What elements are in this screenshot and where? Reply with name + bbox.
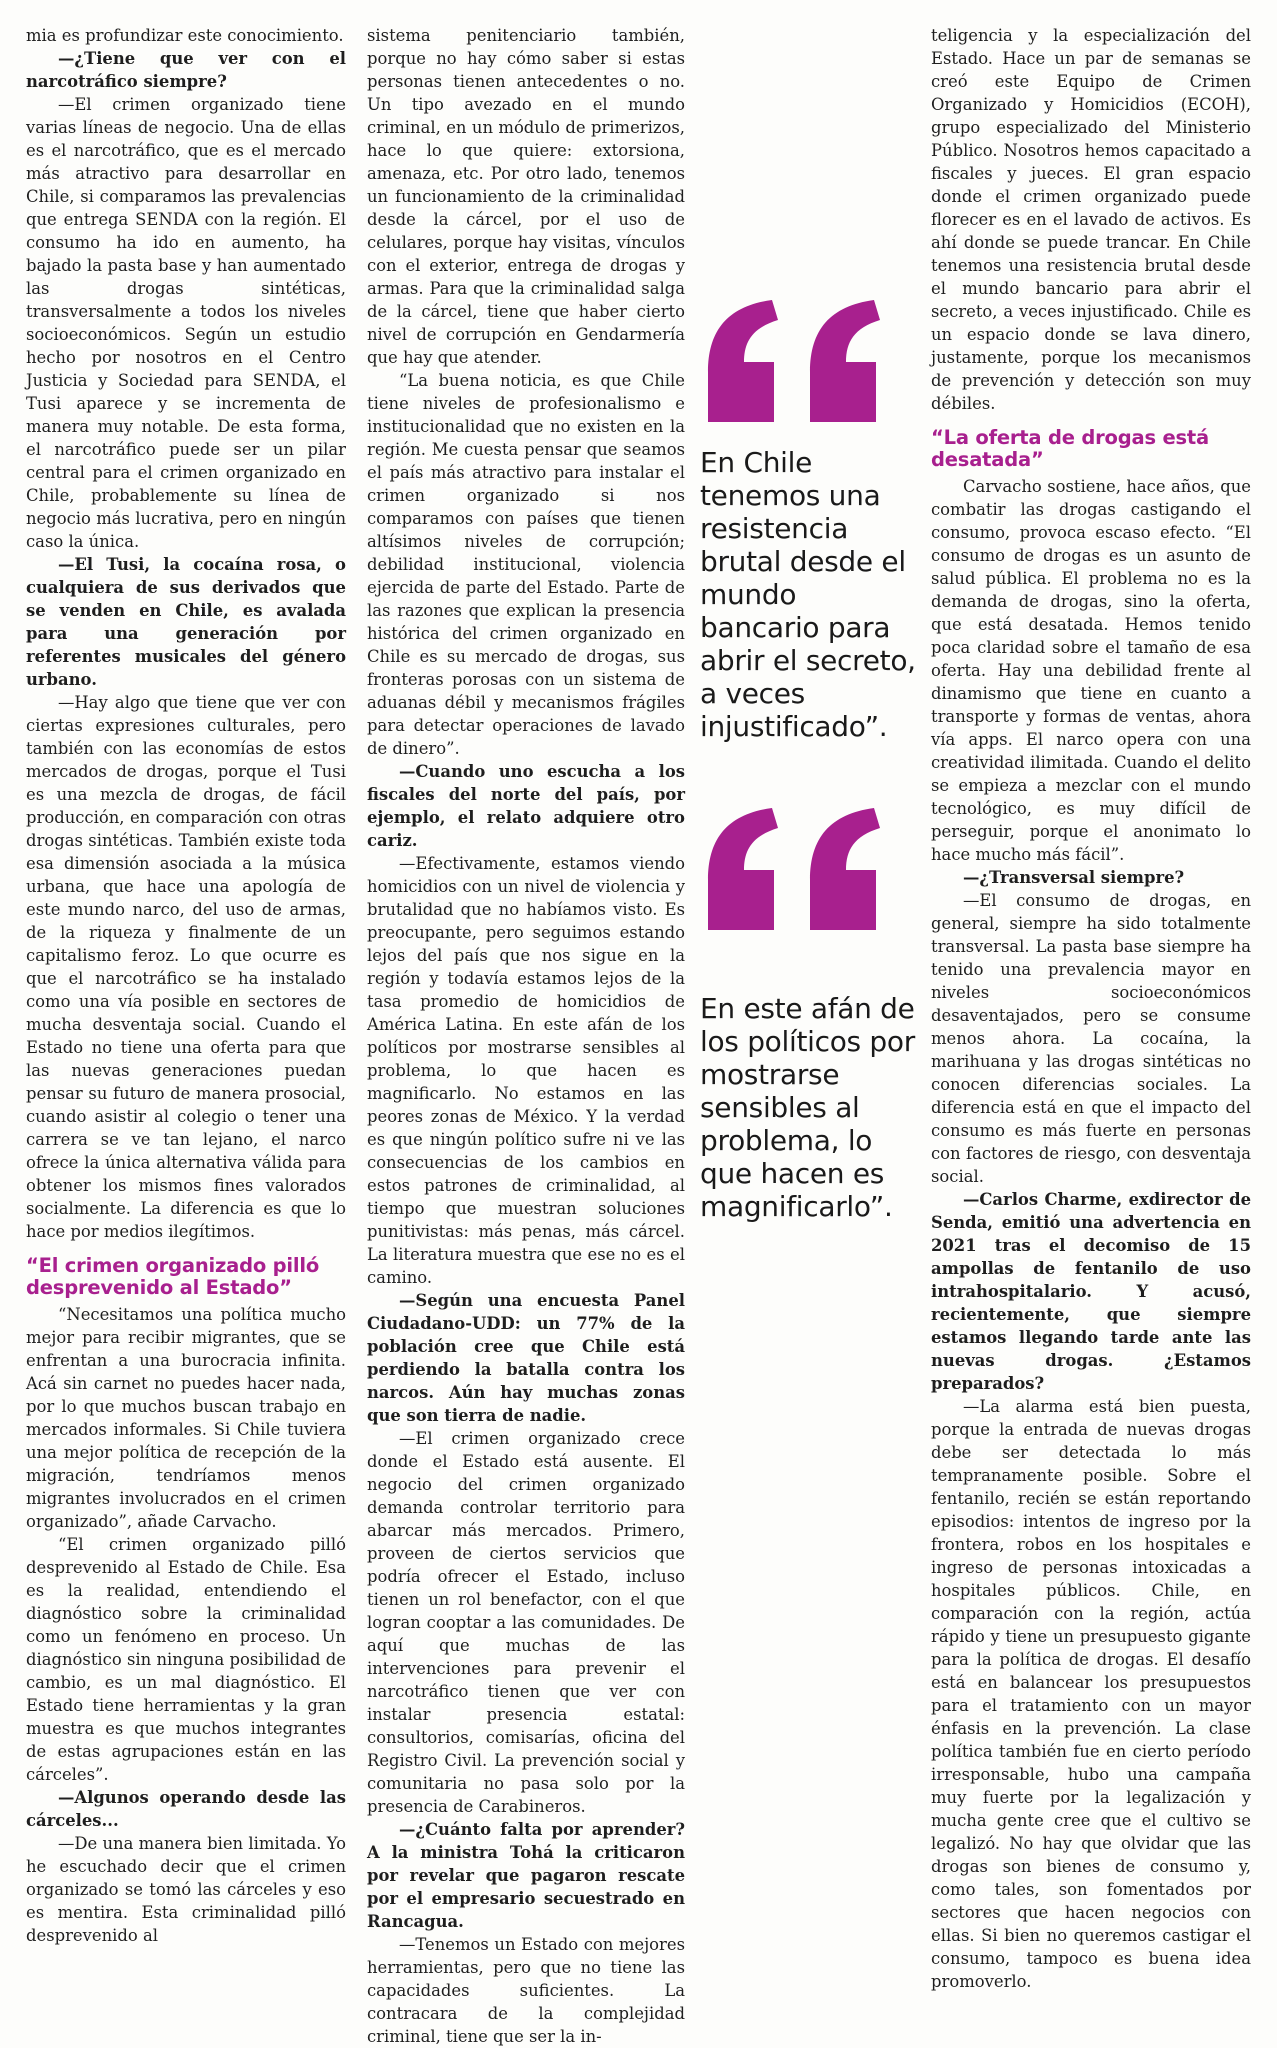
pullquote-2: En este afán de los políticos por mostrarse sensibles al problema, lo que hacen es magnificarlo”. [700, 992, 915, 1223]
article-column-4 [931, 24, 1251, 1993]
paragraph-continuation: mia es profundizar este conocimiento. [26, 26, 344, 45]
article-column-1 [26, 24, 346, 1947]
interview-question: —Cuando uno escucha a los fiscales del norte del país, por ejemplo, el relato adquiere otro cariz. [367, 762, 685, 850]
paragraph: —La alarma está bien puesta, porque la entrada de nuevas drogas debe ser detectada lo más tempranamente posible. Sobre el fentanilo, recién se están reportando episodios: intentos de ingreso por la frontera, robos en los hospitales e ingreso de personas intoxicadas a hospitales públicos. Chile, en comparación con la región, actúa rápido y tiene un presupuesto gigante para la política de drogas. El desafío está en balancear los presupuestos para el tratamiento con un mayor énfasis en la prevención. La clase política también fue en cierto período irresponsable, hubo una campaña muy fuerte por la legalización y mucha gente cree que el cultivo se legalizó. No hay que olvidar que las drogas son bienes de consumo y, como tales, son fomentados por sectores que hacen negocios con ellas. Si bien no queremos castigar el consumo, tampoco es buena idea promoverlo. [931, 1397, 1251, 1991]
interview-question: —Algunos operando desde las cárceles... [26, 1788, 346, 1830]
article-column-2 [367, 24, 685, 2048]
paragraph: —Tenemos un Estado con mejores herramientas, pero que no tiene las capacidades suficientes. La contracara de la complejidad criminal, tiene que ser la in- [367, 1935, 685, 2046]
paragraph: —El consumo de drogas, en general, siempre ha sido totalmente transversal. La pasta base siempre ha tenido una prevalencia mayor en niveles socioeconómicos desaventajados, pero se consume menos ahora. La cocaína, la marihuana y las drogas sintéticas no conocen diferencias sociales. La diferencia está en que el impacto del consumo es más fuerte en personas con factores de riesgo, con desventaja social. [931, 891, 1251, 1186]
paragraph-continuation: sistema penitenciario también, porque no hay cómo saber si estas personas tienen antecedentes o no. Un tipo avezado en el mundo criminal, en un módulo de primerizos, hace lo que quiere: extorsiona, amenaza, etc. Por otro lado, tenemos un funcionamiento de la criminalidad desde la cárcel, por el uso de celulares, porque hay visitas, vínculos con el exterior, entrega de drogas y armas. Para que la criminalidad salga de la cárcel, tiene que haber cierto nivel de corrupción en Gendarmería que hay que atender. [367, 26, 685, 367]
interview-question: —¿Cuánto falta por aprender? A la ministra Tohá la criticaron por revelar que pagaron rescate por el empresario secuestrado en Rancagua. [367, 1820, 685, 1931]
interview-question: —Carlos Charme, exdirector de Senda, emitió una advertencia en 2021 tras el decomiso de 15 ampollas de fentanilo de uso intrahospitalario. Y acusó, recientemente, que siempre estamos llegando tarde ante las nuevas drogas. ¿Estamos preparados? [931, 1190, 1251, 1393]
paragraph-continuation: teligencia y la especialización del Estado. Hace un par de semanas se creó este Equipo de Crimen Organizado y Homicidios (ECOH), grupo especializado del Ministerio Público. Nosotros hemos capacitado a fiscales y jueces. El gran espacio donde el crimen organizado puede florecer es en el lavado de activos. Es ahí donde se puede trancar. En Chile tenemos una resistencia brutal desde el mundo bancario para abrir el secreto, a veces injustificado. Chile es un espacio donde se lava dinero, justamente, porque los mecanismos de prevención y detección son muy débiles. [931, 26, 1251, 413]
paragraph: —De una manera bien limitada. Yo he escuchado decir que el crimen organizado se tomó las cárceles y eso es mentira. Esta criminalidad pilló desprevenido al [26, 1834, 346, 1945]
paragraph: —El crimen organizado tiene varias líneas de negocio. Una de ellas es el narcotráfico, que es el mercado más atractivo para desarrollar en Chile, si comparamos las prevalencias que entrega SENDA con la región. El consumo ha ido en aumento, ha bajado la pasta base y han aumentado las drogas sintéticas, transversalmente a todos los niveles socioeconómicos. Según un estudio hecho por nosotros en el Centro Justicia y Sociedad para SENDA, el Tusi aparece y se incrementa de manera muy notable. De esta forma, el narcotráfico puede ser un pilar central para el crimen organizado en Chile, probablemente su línea de negocio más lucrativa, pero en ningún caso la única. [26, 95, 346, 551]
interview-question: —Según una encuesta Panel Ciudadano-UDD: un 77% de la población cree que Chile está perdiendo la batalla contra los narcos. Aún hay muchas zonas que son tierra de nadie. [367, 1291, 685, 1425]
paragraph: —Hay algo que tiene que ver con ciertas expresiones culturales, pero también con las economías de estos mercados de drogas, porque el Tusi es una mezcla de drogas, de fácil producción, en comparación con otras drogas sintéticas. También existe toda esa dimensión asociada a la música urbana, que hace una apología de este mundo narco, del uso de armas, de la riqueza y finalmente de un capitalismo feroz. Lo que ocurre es que el narcotráfico se ha instalado como una vía posible en sectores de mucha desventaja social. Cuando el Estado no tiene una oferta para que las nuevas generaciones puedan pensar su futuro de manera prosocial, cuando asistir al colegio o tener una carrera se ve tan lejano, el narco ofrece la única alternativa válida para obtener los mismos fines valorados socialmente. La diferencia es que lo hace por medios ilegítimos. [26, 693, 346, 1241]
pullquote-column [700, 0, 920, 1626]
paragraph: —El crimen organizado crece donde el Estado está ausente. El negocio del crimen organizado demanda controlar territorio para abarcar más mercados. Primero, proveen de ciertos servicios que podría ofrecer el Estado, incluso tienen un rol benefactor, con el que logran cooptar a las comunidades. De aquí que muchas de las intervenciones para prevenir el narcotráfico tienen que ver con instalar presencia estatal: consultorios, comisarías, oficina del Registro Civil. La prevención social y comunitaria no pasa solo por la presencia de Carabineros. [367, 1429, 685, 1816]
section-heading: “El crimen organizado pilló desprevenido al Estado” [26, 1254, 320, 1299]
quote-mark-icon [700, 808, 910, 938]
interview-question: —¿Tiene que ver con el narcotráfico siempre? [26, 49, 346, 91]
section-heading: “La oferta de drogas está desatada” [931, 426, 1209, 471]
quote-mark-icon [700, 300, 910, 430]
paragraph: “La buena noticia, es que Chile tiene niveles de profesionalismo e institucionalidad que no existen en la región. Me cuesta pensar que seamos el país más atractivo para instalar el crimen organizado si nos comparamos con países que tienen altísimos niveles de corrupción; debilidad institucional, violencia ejercida de parte del Estado. Parte de las razones que explican la presencia histórica del crimen organizado en Chile es su mercado de drogas, sus fronteras porosas con un sistema de aduanas débil y mecanismos frágiles para detectar operaciones de lavado de dinero”. [367, 371, 685, 758]
pullquote-1: En Chile tenemos una resistencia brutal desde el mundo bancario para abrir el secreto, a veces injustificado”. [700, 446, 916, 743]
paragraph: —Efectivamente, estamos viendo homicidios con un nivel de violencia y brutalidad que no habíamos visto. Es preocupante, pero seguimos estando lejos del país que nos sigue en la región y todavía estamos lejos de la tasa promedio de homicidios de América Latina. En este afán de los políticos por mostrarse sensibles al problema, lo que hacen es magnificarlo. No estamos en las peores zonas de México. Y la verdad es que ningún político sufre ni ve las consecuencias de los cambios en estos patrones de criminalidad, al tiempo que muestran soluciones punitivistas: más penas, más cárcel. La literatura muestra que ese no es el camino. [367, 854, 685, 1287]
interview-question: —El Tusi, la cocaína rosa, o cualquiera de sus derivados que se venden en Chile, es avalada para una generación por referentes musicales del género urbano. [26, 555, 346, 689]
paragraph: “El crimen organizado pilló desprevenido al Estado de Chile. Esa es la realidad, entendiendo el diagnóstico sobre la criminalidad como un fenómeno en proceso. Un diagnóstico sin ninguna posibilidad de cambio, es un mal diagnóstico. El Estado tiene herramientas y la gran muestra es que muchos integrantes de estas agrupaciones están en las cárceles”. [26, 1535, 346, 1784]
interview-question: —¿Transversal siempre? [963, 868, 1185, 887]
paragraph: Carvacho sostiene, hace años, que combatir las drogas castigando el consumo, provoca escaso efecto. “El consumo de drogas es un asunto de salud pública. El problema no es la demanda de drogas, sino la oferta, que está desatada. Hemos tenido poca claridad sobre el tamaño de esa oferta. Hay una debilidad frente al dinamismo que tiene en cuanto a transporte y formas de ventas, ahora vía apps. El narco opera con una creatividad ilimitada. Cuando el delito se empieza a mezclar con el mundo tecnológico, es muy difícil de perseguir, porque el anonimato lo hace mucho más fácil”. [931, 477, 1251, 864]
paragraph: “Necesitamos una política mucho mejor para recibir migrantes, que se enfrentan a una burocracia infinita. Acá sin carnet no puedes hacer nada, por lo que muchos buscan trabajo en mercados informales. Si Chile tuviera una mejor política de recepción de la migración, tendríamos menos migrantes involucrados en el crimen organizado”, añade Carvacho. [26, 1305, 346, 1531]
